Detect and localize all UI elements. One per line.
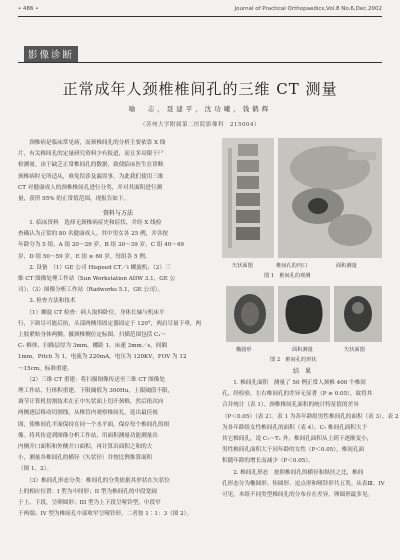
body-line: 两侧逐层移动切割线，从椎管内观察椎间孔，选出最佳视 (18, 410, 158, 417)
body-line: 行，下颌尽可能后抬，头部两侧用固定器固定于 120°，两肩尽量下垂，两 (18, 320, 202, 327)
column-heading: 影像诊断 (24, 46, 78, 62)
figure2-label-0: 椭圆形 (236, 347, 252, 353)
figure1-panel-foramen (278, 138, 382, 258)
section-heading-methods: 资料与方法 (102, 210, 133, 217)
figure1-label-2: 面积测量 (336, 263, 357, 269)
body-line: 小，测量各椎间孔的横径（矢状径）并按比例推算面积 (18, 455, 153, 462)
body-line: （图 1、2）。 (18, 466, 53, 473)
figure2-caption: 图 2 椎间孔的形状 (270, 357, 317, 363)
journal-running-head: Journal of Practical Orthopaedics,Vol.8 No.6,Dec.2002 (234, 6, 382, 12)
body-line: 2. 椎间孔形态 按照椎间孔的横径和纵径之比，椎间 (222, 469, 364, 476)
figure2-panel-sagittal (334, 286, 382, 342)
body-line: ～15cm，标准重建。 (18, 365, 73, 372)
figure2-label-2: 矢状面图 (344, 347, 365, 353)
body-line: 合并统计（表 1）。颈椎椎间孔面积的统计特征值的差异 (222, 402, 359, 409)
scan-photo-oval-icon (226, 286, 274, 342)
body-line: 查确认为正常的 80 名健康成人。其中男女各 25 例，并各按 (18, 231, 169, 238)
body-line: 理工作站，行体积重建，下限阈值为 300Hu，上限阈值不限， (18, 388, 174, 395)
figure1-label-1: 椎间孔的内口 (276, 263, 308, 269)
body-line: 孔。经检验，左右椎间孔的差异无显著（P ≥ 0.05），故将其 (222, 391, 373, 398)
body-line: 1. 椎间孔面积 测量了 50 例正常人颈椎 400 个椎间 (222, 380, 366, 386)
figure1-panel-sagittal (222, 138, 274, 258)
article-authors: 喻 志，聂建平，沈功曦，钱鹤辉 (128, 105, 272, 113)
body-line: 1. 临床资料 选择无颈椎病症史和症状、并经 X 线检 (18, 220, 162, 226)
body-line: 为各年龄组女性椎间孔的面积（表 4）。C₇ 椎间孔面积大于 (222, 424, 368, 431)
body-line: 1mm，Pitch 为 1，电流为 220mA，电压为 120KV，FOV 为 12 (18, 354, 187, 361)
scan-photo-area-icon (278, 286, 330, 342)
intro-line: 检测量。由于缺乏正常椎间孔的数据，致使临床医生在诊断 (18, 162, 164, 169)
body-line: （P＜0.05）（表 2）。表 1 为各年龄组男性椎间孔的面积（表 3）。表 2 (222, 413, 399, 420)
body-line: 维 CT 图像处理工作站（Sun Workstation AIIW 3.1，GE 公 (18, 276, 176, 283)
body-line: 孔形态分为椭圆形、矩圆形、逗点形和哑铃形共五类。从表Ⅲ、IV (222, 480, 385, 487)
results-body (222, 378, 399, 501)
page-number: • 486 • (18, 6, 39, 12)
column-rule (18, 62, 382, 63)
header-rule (18, 16, 382, 17)
scan-photo-foramen-icon (278, 138, 382, 258)
intro-line: 量，获得 95% 的正常值范围，现报告如下。 (18, 196, 130, 203)
scan-photo-sagittal-icon (222, 138, 274, 258)
body-line: 积随年龄的增长而减少（P＜0.05）。 (222, 458, 314, 465)
body-line: 2. 设备 （1）GE 公司 Hispeed CT／i 螺旋机；（2）三 (18, 264, 171, 271)
body-line: 图，使椎间孔平面保持在同一个水平面，保存每个椎间孔的图 (18, 421, 170, 428)
body-line: 可见，本组不同类型椎间孔的分布存在差异，卵圆形最多见。 (222, 492, 374, 499)
body-line: 上肢紧贴身体两侧。摄颈椎侧位定标图，扫描范围包括 C₁～ (18, 332, 167, 339)
intro-line: 颈椎病时无所适从，难免误诊及漏误事。为此我们使用三维 (18, 173, 164, 180)
figure2-label-1: 面积测量 (292, 347, 313, 353)
body-line: 调节计算机切割技术在正中矢状面上切开颈椎，然后依次向 (18, 399, 164, 406)
body-line: 3. 检查方法和技术 (18, 298, 76, 305)
intro-paragraph (18, 138, 218, 205)
figure1-caption: 图 1 椎间孔的观测 (264, 273, 311, 279)
body-line: 岁，D 组 50～59 岁，E 组 ≥ 60 岁，每组各 5 例。 (18, 253, 151, 260)
scan-photo-foramen-icon (334, 286, 382, 342)
figure2-panel-area (278, 286, 330, 342)
intro-line: 颈椎病是临床常见病，而颈椎间孔的分析主要依靠 X 线 (18, 140, 166, 146)
intro-line: 片，有关椎间孔的定量研究资料少有报道，而且多局限于尸 (18, 151, 164, 158)
methods-body (18, 218, 218, 520)
figure1-label-0: 矢状面图 (232, 263, 253, 269)
body-line: 其它椎间孔，说 C₇～T₁ 外，椎间孔面积从上到下逐渐变小， (222, 436, 373, 443)
body-line: （2）三维 CT 重建：将扫描图像传送至三维 CT 图像处 (18, 376, 165, 383)
body-line: 内侧开口面积和外侧开口面积，再计算出面积之和的大 (18, 444, 153, 451)
article-title: 正常成年人颈椎椎间孔的三维 CT 测量 (62, 80, 338, 98)
figure2-panel-oval (226, 286, 274, 342)
section-heading-results: 结 果 (292, 368, 311, 375)
body-line: 上的相应位置：I 型为中间形；II 型为椎间孔的中段宽阔 (18, 488, 157, 495)
body-line: 男性椎间孔面积大于同年龄的女性（P＜0.05），椎间孔面 (222, 447, 365, 454)
body-line: 像。将其传送到图像分析工作站，用面积测量功能测量出 (18, 432, 158, 439)
body-line: C₇ 椎体，扫描层厚为 3mm，螺距 1，床速 3mm／s，间隔 (18, 343, 168, 350)
body-line: （3）椎间孔形态分类：椎间孔的分类依据其形状在矢状位 (18, 477, 170, 484)
article-affiliation: （苏州大学附属第二医院影像科 215004） (140, 122, 260, 128)
body-line: 于两端；IV 型为椎间孔中部收窄呈哑铃形，二者按 1∶1：3（图 2）。 (18, 511, 193, 518)
body-line: 年龄分为 5 组，A 组 20～29 岁，B 组 30～39 岁，C 组 40～49 (18, 242, 184, 249)
body-line: 于上、下段，呈卵圆形；III 型为上下段呈哑铃型，中段窄 (18, 500, 161, 507)
intro-line: CT 对健康成人的颈椎椎间孔进行分类，并对其面积进行测 (18, 184, 163, 191)
body-line: （1）螺旋 CT 检查：病人取仰卧位，身体长轴与机床平 (18, 309, 165, 316)
body-line: 司）；（3）图像分析工作站（Radworks 5.1，GE 公司）。 (18, 287, 164, 294)
